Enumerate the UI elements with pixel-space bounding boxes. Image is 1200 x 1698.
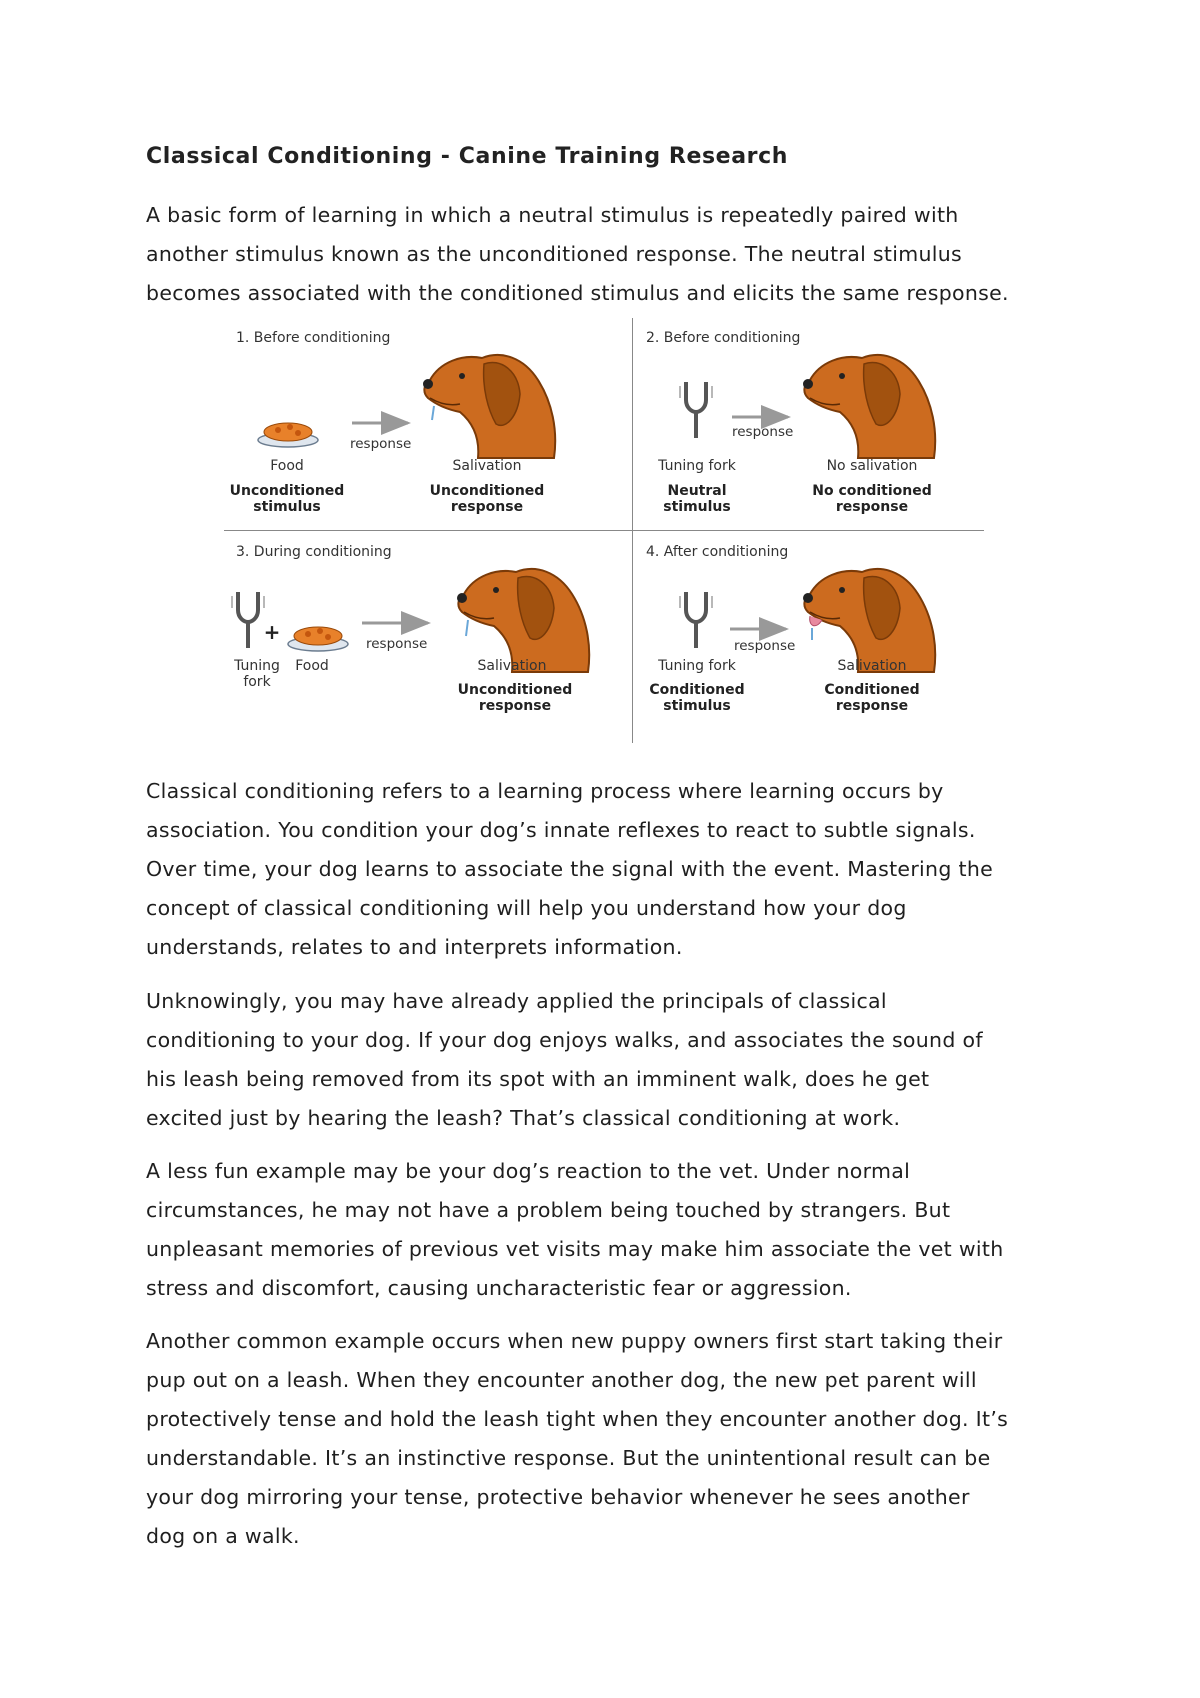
text-line: his leash being removed from its spot with an imminent walk, does he get: [146, 1067, 930, 1091]
text-line: association. You condition your dog’s innate reflexes to react to subtle signals.: [146, 818, 976, 842]
arrow-label: response: [732, 424, 794, 440]
arrow-label: response: [366, 636, 428, 652]
tuning-fork-icon: [686, 382, 716, 442]
dog-salivating-icon: [454, 554, 594, 674]
food-bowl-icon: [258, 418, 318, 450]
text-line: dog on a walk.: [146, 1524, 300, 1548]
text-line: stress and discomfort, causing uncharacteristic fear or aggression.: [146, 1276, 852, 1300]
text-line: Unknowingly, you may have already applied the principals of classical: [146, 989, 887, 1013]
conditioned-stimulus-label: Conditioned stimulus: [649, 682, 745, 714]
intro-paragraph: [146, 196, 1066, 313]
body-paragraph: [146, 772, 1066, 967]
text-line: unpleasant memories of previous vet visits may make him associate the vet with: [146, 1237, 1004, 1261]
text-line: conditioning to your dog. If your dog enjoys walks, and associates the sound of: [146, 1028, 983, 1052]
neutral-stimulus-label: Neutral stimulus: [663, 483, 731, 515]
food-bowl-icon: [288, 622, 348, 654]
tuning-fork-icon: [686, 592, 716, 652]
unconditioned-stimulus-label: Unconditioned stimulus: [229, 483, 345, 515]
text-line: Over time, your dog learns to associate the signal with the event. Mastering the: [146, 857, 994, 881]
salivation-label: Salivation: [477, 658, 547, 674]
text-line: understandable. It’s an instinctive response. But the unintentional result can be: [146, 1446, 991, 1470]
food-label: Food: [295, 658, 329, 674]
text-line: A less fun example may be your dog’s reaction to the vet. Under normal: [146, 1159, 911, 1183]
unconditioned-response-label: Unconditioned response: [457, 682, 573, 714]
panel-before-conditioning-2: [632, 318, 1032, 518]
divider-horizontal: [224, 530, 984, 531]
tuning-fork-label: Tuning fork: [658, 658, 736, 674]
arrow-icon: [730, 624, 790, 634]
panel-during-conditioning: [222, 532, 622, 732]
panel-before-conditioning-1: [222, 318, 622, 518]
text-line: understands, relates to and interprets information.: [146, 935, 683, 959]
dog-salivating-icon: [800, 554, 940, 674]
no-salivation-label: No salivation: [826, 458, 918, 474]
unconditioned-response-label: Unconditioned response: [429, 483, 545, 515]
arrow-label: response: [734, 638, 796, 654]
text-line: concept of classical conditioning will help you understand how your dog: [146, 896, 907, 920]
no-conditioned-response-label: No conditioned response: [812, 483, 932, 515]
panel-after-conditioning: [632, 532, 1032, 732]
text-line: Classical conditioning refers to a learning process where learning occurs by: [146, 779, 944, 803]
text-line: circumstances, he may not have a problem being touched by strangers. But: [146, 1198, 951, 1222]
salivation-label: Salivation: [452, 458, 522, 474]
panel-title: 1. Before conditioning: [236, 330, 391, 346]
tuning-fork-label: Tuning fork: [658, 458, 736, 474]
body-paragraph: [146, 982, 1066, 1138]
arrow-icon: [732, 412, 792, 422]
dog-salivating-icon: [420, 340, 560, 460]
panel-title: 2. Before conditioning: [646, 330, 801, 346]
text-line: A basic form of learning in which a neutral stimulus is repeatedly paired with: [146, 203, 959, 227]
arrow-label: response: [350, 436, 412, 452]
body-paragraph: [146, 1152, 1066, 1308]
panel-title: 4. After conditioning: [646, 544, 789, 560]
dog-head-icon: [800, 340, 940, 460]
text-line: excited just by hearing the leash? That’s classical conditioning at work.: [146, 1106, 901, 1130]
conditioning-diagram: [222, 318, 984, 743]
food-label: Food: [270, 458, 304, 474]
arrow-icon: [362, 618, 432, 628]
text-line: another stimulus known as the unconditioned response. The neutral stimulus: [146, 242, 963, 266]
plus-icon: +: [263, 620, 281, 644]
panel-title: 3. During conditioning: [236, 544, 392, 560]
conditioned-response-label: Conditioned response: [824, 682, 920, 714]
text-line: protectively tense and hold the leash tight when they encounter another dog. It’s: [146, 1407, 1009, 1431]
arrow-icon: [352, 418, 412, 428]
tuning-fork-label: Tuning fork: [234, 658, 280, 690]
text-line: becomes associated with the conditioned stimulus and elicits the same response.: [146, 281, 1009, 305]
text-line: your dog mirroring your tense, protective behavior whenever he sees another: [146, 1485, 970, 1509]
document-title: Classical Conditioning - Canine Training Research: [146, 144, 789, 169]
text-line: Another common example occurs when new puppy owners first start taking their: [146, 1329, 1003, 1353]
text-line: pup out on a leash. When they encounter another dog, the new pet parent will: [146, 1368, 977, 1392]
body-paragraph: [146, 1322, 1066, 1556]
salivation-label: Salivation: [837, 658, 907, 674]
